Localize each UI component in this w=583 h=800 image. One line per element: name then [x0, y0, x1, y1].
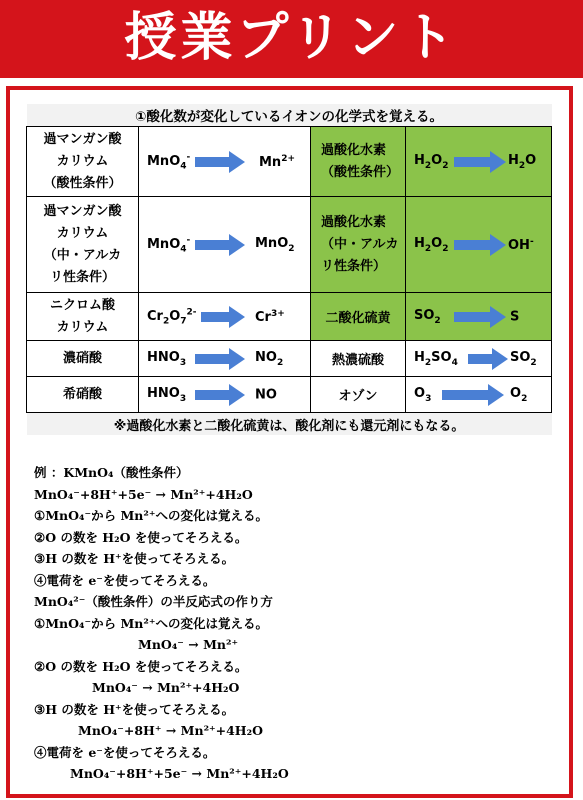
half-reaction-title: MnO₄²⁻（酸性条件）の半反応式の作り方 — [34, 594, 273, 609]
example-title: 例 ：KMnO₄（酸性条件） — [34, 465, 189, 480]
reductant-name: 熱濃硫酸 — [311, 341, 406, 377]
worksheet — [6, 86, 573, 798]
notes-section — [34, 462, 554, 785]
step-text: ③H の数を H⁺を使ってそろえる。 — [34, 551, 235, 566]
table-row — [27, 127, 552, 197]
reaction-cell: $H_2O_2$ $H_2O$ — [406, 127, 552, 197]
step-text: ①MnO₄⁻から Mn²⁺への変化は覚える。 — [34, 508, 268, 523]
arrow-right-icon — [454, 151, 506, 173]
step-text: ①MnO₄⁻から Mn²⁺への変化は覚える。 — [34, 615, 268, 631]
equation: MnO₄⁻ → Mn²⁺+4H₂O — [92, 680, 240, 695]
step-text: ④電荷を e⁻を使ってそろえる。 — [34, 572, 216, 588]
example-equation: MnO₄⁻+8H⁺+5e⁻ → Mn²⁺+4H₂O — [34, 486, 253, 502]
reaction-cell: $O_3$ $O_2$ — [406, 377, 552, 413]
oxidizer-name: 濃硝酸 — [27, 341, 139, 377]
arrow-right-icon — [195, 234, 245, 256]
table-caption: ①酸化数が変化しているイオンの化学式を覚える。 — [27, 104, 552, 127]
header-banner — [0, 0, 583, 78]
oxidizer-name: 希硝酸 — [27, 377, 139, 413]
table-row — [27, 341, 552, 377]
table-footnote: ※過酸化水素と二酸化硫黄は、酸化剤にも還元剤にもなる。 — [27, 413, 552, 436]
reductant-name: 過酸化水素 （酸性条件） — [311, 127, 406, 197]
reaction-cell: $HNO_3$ NO — [139, 377, 311, 413]
equation: MnO₄⁻+8H⁺ → Mn²⁺+4H₂O — [78, 723, 263, 738]
equation: MnO₄⁻+8H⁺+5e⁻ → Mn²⁺+4H₂O — [70, 766, 289, 781]
oxidizer-name: 過マンガン酸 カリウム （酸性条件） — [27, 127, 139, 197]
step-text: ②O の数を H₂O を使ってそろえる。 — [34, 658, 248, 674]
arrow-right-icon — [195, 151, 245, 173]
reaction-cell: MnO$_4$- MnO$_2$ — [139, 197, 311, 293]
oxidizer-name: ニクロム酸 カリウム — [27, 293, 139, 341]
arrow-right-icon — [195, 384, 245, 406]
reductant-name: 二酸化硫黄 — [311, 293, 406, 341]
page-title: 授業プリント — [124, 8, 459, 68]
reaction-cell: $Cr_2O_7^{2-}$ $Cr^{3+}$ — [139, 293, 311, 341]
arrow-right-icon — [454, 306, 506, 328]
table-row — [27, 293, 552, 341]
reaction-cell: MnO$_4$- $Mn^{2+}$ — [139, 127, 311, 197]
oxidizer-name: 過マンガン酸 カリウム （中・アルカ リ性条件） — [27, 197, 139, 293]
arrow-right-icon — [442, 384, 504, 406]
step-text: ③H の数を H⁺を使ってそろえる。 — [34, 701, 235, 717]
reaction-cell: $H_2SO_4$ $SO_2$ — [406, 341, 552, 377]
table-row — [27, 197, 552, 293]
arrow-right-icon — [195, 348, 245, 370]
arrow-right-icon — [454, 234, 506, 256]
reaction-cell: $SO_2$ S — [406, 293, 552, 341]
reaction-cell: $H_2O_2$ OH- — [406, 197, 552, 293]
arrow-right-icon — [201, 306, 245, 328]
reductant-name: オゾン — [311, 377, 406, 413]
ion-table — [26, 104, 552, 435]
arrow-right-icon — [468, 348, 508, 370]
reaction-cell: $HNO_3$ $NO_2$ — [139, 341, 311, 377]
step-text: ②O の数を H₂O を使ってそろえる。 — [34, 529, 248, 545]
table-row — [27, 377, 552, 413]
equation: MnO₄⁻ → Mn²⁺ — [138, 637, 239, 652]
step-text: ④電荷を e⁻を使ってそろえる。 — [34, 744, 216, 760]
reductant-name: 過酸化水素 （中・アルカ リ性条件） — [311, 197, 406, 293]
